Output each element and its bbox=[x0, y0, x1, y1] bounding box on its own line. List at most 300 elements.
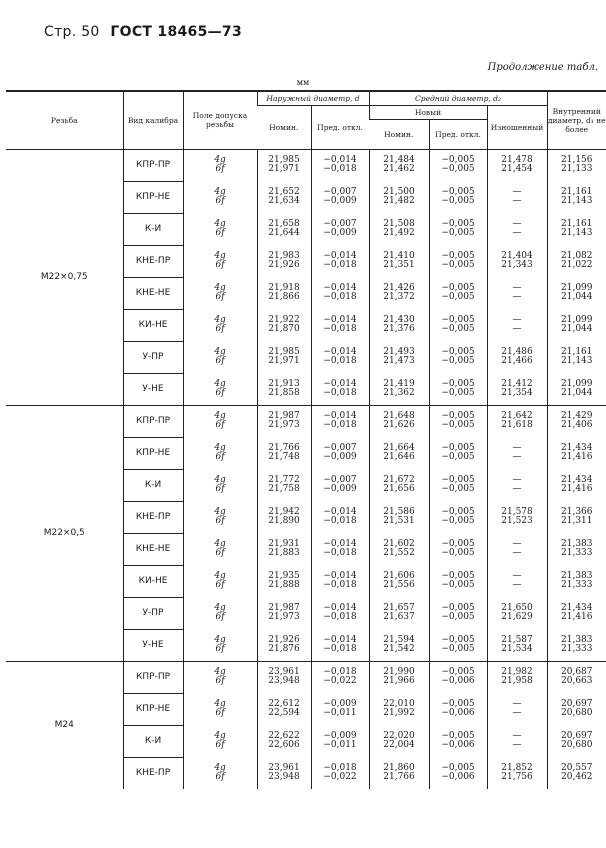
cell-line: 4g bbox=[214, 603, 226, 613]
middle-dev-cell bbox=[429, 405, 487, 437]
cell-line: 21,429 bbox=[561, 411, 593, 422]
cell-line: 6f bbox=[215, 612, 225, 622]
cell-line: −0,005 bbox=[441, 292, 475, 302]
col-thread: Резьба bbox=[6, 91, 123, 149]
cell-line: 21,876 bbox=[268, 643, 300, 654]
cell-line: 6f bbox=[215, 452, 225, 462]
tolerance-cell bbox=[183, 277, 257, 309]
cell-line: 6f bbox=[215, 260, 225, 270]
cell-line: −0,018 bbox=[323, 580, 357, 590]
cell-line: 21,985 bbox=[268, 347, 300, 357]
outer-dev-cell bbox=[311, 469, 369, 501]
worn-cell bbox=[487, 245, 547, 277]
cell-line: 6f bbox=[215, 164, 225, 175]
tolerance-cell bbox=[183, 693, 257, 725]
middle-nominal-cell bbox=[369, 469, 429, 501]
cell-line: 6f bbox=[215, 708, 225, 718]
outer-nominal-cell bbox=[257, 373, 311, 405]
cell-line: 21,672 bbox=[383, 475, 415, 485]
worn-cell bbox=[487, 213, 547, 245]
outer-nominal-cell bbox=[257, 757, 311, 789]
cell-line: 20,687 bbox=[561, 667, 593, 678]
cell-line: 21,376 bbox=[383, 324, 415, 334]
tolerance-cell bbox=[183, 469, 257, 501]
tolerance-cell bbox=[183, 501, 257, 533]
gauge-type-cell: КИ-НЕ bbox=[123, 565, 183, 597]
cell-line: −0,018 bbox=[323, 548, 357, 558]
cell-line: 6f bbox=[215, 740, 225, 750]
cell-line: 21,922 bbox=[268, 315, 300, 325]
cell-line: 21,766 bbox=[383, 771, 415, 782]
tolerance-cell bbox=[183, 757, 257, 789]
cell-line: 21,983 bbox=[268, 251, 300, 261]
cell-line: — bbox=[512, 452, 522, 462]
cell-line: 21,082 bbox=[561, 251, 593, 261]
table-body bbox=[6, 149, 606, 789]
worn-cell bbox=[487, 181, 547, 213]
cell-line: 21,985 bbox=[268, 155, 300, 166]
cell-line: 21,664 bbox=[383, 443, 415, 453]
thread-cell: М24 bbox=[6, 661, 123, 789]
cell-line: 21,416 bbox=[561, 484, 593, 494]
cell-line: 21,351 bbox=[383, 260, 415, 270]
cell-line: −0,014 bbox=[323, 634, 357, 645]
cell-line: 21,652 bbox=[268, 187, 300, 197]
cell-line: −0,006 bbox=[441, 676, 475, 687]
cell-line: 21,311 bbox=[561, 516, 593, 526]
cell-line: 6f bbox=[215, 643, 225, 654]
cell-line: −0,005 bbox=[441, 643, 475, 654]
cell-line: 21,022 bbox=[561, 260, 593, 270]
inner-diameter-cell bbox=[547, 597, 606, 629]
middle-dev-cell bbox=[429, 469, 487, 501]
outer-nominal-cell bbox=[257, 597, 311, 629]
cell-line: 20,462 bbox=[561, 771, 593, 782]
cell-line: −0,014 bbox=[323, 603, 357, 613]
outer-nominal-cell bbox=[257, 213, 311, 245]
cell-line: 21,634 bbox=[268, 196, 300, 206]
cell-line: 21,426 bbox=[383, 283, 415, 293]
outer-nominal-cell bbox=[257, 405, 311, 437]
outer-nominal-cell bbox=[257, 629, 311, 661]
cell-line: 21,756 bbox=[501, 771, 533, 782]
cell-line: −0,014 bbox=[323, 315, 357, 325]
cell-line: −0,018 bbox=[323, 612, 357, 622]
gauge-type-cell: У-ПР bbox=[123, 341, 183, 373]
cell-line: −0,009 bbox=[323, 484, 357, 494]
cell-line: −0,006 bbox=[441, 740, 475, 750]
cell-line: 21,650 bbox=[501, 603, 533, 613]
outer-dev-cell bbox=[311, 501, 369, 533]
inner-diameter-cell bbox=[547, 437, 606, 469]
cell-line: 21,594 bbox=[383, 634, 415, 645]
cell-line: −0,007 bbox=[323, 187, 357, 197]
cell-line: 4g bbox=[214, 315, 226, 325]
middle-dev-cell bbox=[429, 373, 487, 405]
cell-line: 21,404 bbox=[501, 251, 533, 261]
cell-line: 21,926 bbox=[268, 260, 300, 270]
outer-nominal-cell bbox=[257, 341, 311, 373]
cell-line: 22,606 bbox=[268, 740, 300, 750]
outer-nominal-cell bbox=[257, 565, 311, 597]
col-inner-diameter: Внутренний диаметр, d₁ не более bbox=[547, 91, 606, 149]
thread-cell: М22×0,75 bbox=[6, 149, 123, 405]
middle-dev-cell bbox=[429, 757, 487, 789]
cell-line: 21,656 bbox=[383, 484, 415, 494]
cell-line: −0,007 bbox=[323, 219, 357, 229]
cell-line: −0,005 bbox=[441, 580, 475, 590]
cell-line: 22,622 bbox=[268, 731, 300, 741]
cell-line: 21,883 bbox=[268, 548, 300, 558]
cell-line: 22,594 bbox=[268, 708, 300, 718]
cell-line: 21,434 bbox=[561, 443, 593, 453]
cell-line: 4g bbox=[214, 762, 226, 773]
cell-line: −0,009 bbox=[323, 196, 357, 206]
cell-line: 23,948 bbox=[268, 676, 300, 687]
cell-line: 22,010 bbox=[383, 699, 415, 709]
tolerance-cell bbox=[183, 149, 257, 181]
outer-nominal-cell bbox=[257, 277, 311, 309]
cell-line: 6f bbox=[215, 387, 225, 398]
cell-line: −0,005 bbox=[441, 634, 475, 645]
outer-dev-cell bbox=[311, 725, 369, 757]
middle-dev-cell bbox=[429, 501, 487, 533]
gauge-type-cell: КПР-ПР bbox=[123, 149, 183, 181]
cell-line: 21,987 bbox=[268, 411, 300, 422]
inner-diameter-cell bbox=[547, 213, 606, 245]
cell-line: −0,005 bbox=[441, 251, 475, 261]
cell-line: 21,044 bbox=[561, 292, 593, 302]
worn-cell bbox=[487, 437, 547, 469]
cell-line: 6f bbox=[215, 292, 225, 302]
middle-nominal-cell bbox=[369, 213, 429, 245]
cell-line: 21,143 bbox=[561, 228, 593, 238]
inner-diameter-cell bbox=[547, 469, 606, 501]
gauge-type-cell: КПР-ПР bbox=[123, 661, 183, 693]
cell-line: −0,014 bbox=[323, 507, 357, 517]
cell-line: −0,005 bbox=[441, 484, 475, 494]
cell-line: −0,018 bbox=[323, 292, 357, 302]
cell-line: 21,333 bbox=[561, 548, 593, 558]
worn-cell bbox=[487, 277, 547, 309]
cell-line: 21,523 bbox=[501, 516, 533, 526]
cell-line: 21,044 bbox=[561, 387, 593, 398]
middle-nominal-cell bbox=[369, 405, 429, 437]
continuation-label: Продолжение табл. bbox=[487, 62, 598, 73]
outer-dev-cell bbox=[311, 373, 369, 405]
col-outer-dev: Пред. откл. bbox=[311, 105, 369, 149]
cell-line: — bbox=[512, 548, 522, 558]
cell-line: −0,009 bbox=[323, 731, 357, 741]
cell-line: 21,143 bbox=[561, 196, 593, 206]
cell-line: 4g bbox=[214, 539, 226, 549]
gauge-type-cell: КПР-НЕ bbox=[123, 437, 183, 469]
cell-line: 21,044 bbox=[561, 324, 593, 334]
middle-dev-cell bbox=[429, 597, 487, 629]
cell-line: −0,005 bbox=[441, 443, 475, 453]
cell-line: 4g bbox=[214, 251, 226, 261]
cell-line: 6f bbox=[215, 771, 225, 782]
cell-line: −0,011 bbox=[323, 740, 357, 750]
cell-line: — bbox=[512, 475, 522, 485]
cell-line: 21,372 bbox=[383, 292, 415, 302]
cell-line: −0,005 bbox=[441, 411, 475, 422]
cell-line: −0,005 bbox=[441, 260, 475, 270]
cell-line: 21,099 bbox=[561, 315, 593, 325]
cell-line: 21,354 bbox=[501, 387, 533, 398]
gauge-type-cell: КПР-НЕ bbox=[123, 181, 183, 213]
cell-line: — bbox=[512, 283, 522, 293]
cell-line: −0,005 bbox=[441, 516, 475, 526]
outer-nominal-cell bbox=[257, 469, 311, 501]
cell-line: 4g bbox=[214, 347, 226, 357]
inner-diameter-cell bbox=[547, 405, 606, 437]
cell-line: −0,018 bbox=[323, 387, 357, 398]
cell-line: −0,005 bbox=[441, 731, 475, 741]
cell-line: −0,007 bbox=[323, 475, 357, 485]
tolerance-cell bbox=[183, 373, 257, 405]
cell-line: 4g bbox=[214, 571, 226, 581]
col-outer-diameter: Наружный диаметр, d bbox=[257, 91, 369, 105]
cell-line: — bbox=[512, 196, 522, 206]
cell-line: 21,657 bbox=[383, 603, 415, 613]
cell-line: 21,642 bbox=[501, 411, 533, 422]
middle-nominal-cell bbox=[369, 597, 429, 629]
cell-line: −0,018 bbox=[323, 260, 357, 270]
cell-line: −0,005 bbox=[441, 219, 475, 229]
cell-line: — bbox=[512, 539, 522, 549]
col-outer-nominal: Номин. bbox=[257, 105, 311, 149]
cell-line: 21,644 bbox=[268, 228, 300, 238]
cell-line: 21,990 bbox=[383, 667, 415, 678]
middle-dev-cell bbox=[429, 725, 487, 757]
outer-nominal-cell bbox=[257, 245, 311, 277]
cell-line: 21,971 bbox=[268, 356, 300, 366]
cell-line: 4g bbox=[214, 634, 226, 645]
table-row bbox=[6, 661, 606, 693]
cell-line: 21,766 bbox=[268, 443, 300, 453]
cell-line: −0,022 bbox=[323, 771, 357, 782]
outer-nominal-cell bbox=[257, 149, 311, 181]
cell-line: 21,430 bbox=[383, 315, 415, 325]
middle-nominal-cell bbox=[369, 181, 429, 213]
middle-nominal-cell bbox=[369, 725, 429, 757]
cell-line: −0,018 bbox=[323, 420, 357, 431]
standard-number: ГОСТ 18465—73 bbox=[110, 24, 243, 40]
cell-line: 21,542 bbox=[383, 643, 415, 654]
tolerance-cell bbox=[183, 341, 257, 373]
cell-line: 20,680 bbox=[561, 740, 593, 750]
outer-dev-cell bbox=[311, 405, 369, 437]
gauge-type-cell: К-И bbox=[123, 213, 183, 245]
middle-nominal-cell bbox=[369, 437, 429, 469]
inner-diameter-cell bbox=[547, 661, 606, 693]
cell-line: 21,161 bbox=[561, 187, 593, 197]
middle-nominal-cell bbox=[369, 565, 429, 597]
cell-line: 4g bbox=[214, 283, 226, 293]
cell-line: 21,958 bbox=[501, 676, 533, 687]
cell-line: 6f bbox=[215, 676, 225, 687]
cell-line: 21,383 bbox=[561, 539, 593, 549]
outer-dev-cell bbox=[311, 341, 369, 373]
cell-line: 21,626 bbox=[383, 420, 415, 431]
worn-cell bbox=[487, 501, 547, 533]
cell-line: −0,018 bbox=[323, 356, 357, 366]
cell-line: −0,011 bbox=[323, 708, 357, 718]
tolerance-cell bbox=[183, 309, 257, 341]
worn-cell bbox=[487, 597, 547, 629]
table-row bbox=[6, 405, 606, 437]
worn-cell bbox=[487, 373, 547, 405]
inner-diameter-cell bbox=[547, 565, 606, 597]
cell-line: −0,018 bbox=[323, 324, 357, 334]
worn-cell bbox=[487, 341, 547, 373]
cell-line: 6f bbox=[215, 228, 225, 238]
cell-line: −0,005 bbox=[441, 699, 475, 709]
cell-line: — bbox=[512, 187, 522, 197]
outer-dev-cell bbox=[311, 181, 369, 213]
cell-line: 21,918 bbox=[268, 283, 300, 293]
cell-line: −0,005 bbox=[441, 667, 475, 678]
cell-line: 21,473 bbox=[383, 356, 415, 366]
page-number: Стр. 50 bbox=[44, 24, 100, 40]
cell-line: 21,578 bbox=[501, 507, 533, 517]
cell-line: 21,486 bbox=[501, 347, 533, 357]
cell-line: 21,971 bbox=[268, 164, 300, 175]
cell-line: 22,020 bbox=[383, 731, 415, 741]
cell-line: 21,099 bbox=[561, 283, 593, 293]
tolerance-cell bbox=[183, 597, 257, 629]
cell-line: −0,005 bbox=[441, 196, 475, 206]
cell-line: 21,161 bbox=[561, 219, 593, 229]
cell-line: 21,419 bbox=[383, 378, 415, 389]
cell-line: 6f bbox=[215, 356, 225, 366]
cell-line: 21,416 bbox=[561, 612, 593, 622]
cell-line: 21,637 bbox=[383, 612, 415, 622]
cell-line: −0,005 bbox=[441, 452, 475, 462]
middle-dev-cell bbox=[429, 629, 487, 661]
cell-line: 21,406 bbox=[561, 420, 593, 431]
col-new: Новый bbox=[369, 105, 487, 119]
outer-nominal-cell bbox=[257, 309, 311, 341]
inner-diameter-cell bbox=[547, 501, 606, 533]
worn-cell bbox=[487, 533, 547, 565]
outer-dev-cell bbox=[311, 565, 369, 597]
middle-nominal-cell bbox=[369, 373, 429, 405]
cell-line: 21,556 bbox=[383, 580, 415, 590]
outer-dev-cell bbox=[311, 629, 369, 661]
cell-line: 4g bbox=[214, 155, 226, 166]
cell-line: −0,014 bbox=[323, 571, 357, 581]
outer-nominal-cell bbox=[257, 693, 311, 725]
inner-diameter-cell bbox=[547, 341, 606, 373]
cell-line: 21,500 bbox=[383, 187, 415, 197]
cell-line: 21,992 bbox=[383, 708, 415, 718]
middle-nominal-cell bbox=[369, 693, 429, 725]
middle-nominal-cell bbox=[369, 661, 429, 693]
cell-line: −0,014 bbox=[323, 251, 357, 261]
cell-line: 21,492 bbox=[383, 228, 415, 238]
cell-line: 21,383 bbox=[561, 634, 593, 645]
cell-line: 21,156 bbox=[561, 155, 593, 166]
cell-line: — bbox=[512, 571, 522, 581]
cell-line: −0,005 bbox=[441, 420, 475, 431]
cell-line: −0,005 bbox=[441, 228, 475, 238]
cell-line: 4g bbox=[214, 731, 226, 741]
cell-line: 21,913 bbox=[268, 378, 300, 389]
outer-nominal-cell bbox=[257, 501, 311, 533]
middle-nominal-cell bbox=[369, 501, 429, 533]
cell-line: 21,772 bbox=[268, 475, 300, 485]
cell-line: 6f bbox=[215, 196, 225, 206]
cell-line: 21,531 bbox=[383, 516, 415, 526]
cell-line: 21,482 bbox=[383, 196, 415, 206]
cell-line: 21,973 bbox=[268, 420, 300, 431]
outer-nominal-cell bbox=[257, 533, 311, 565]
cell-line: 21,866 bbox=[268, 292, 300, 302]
gauge-type-cell: КНЕ-НЕ bbox=[123, 533, 183, 565]
cell-line: −0,005 bbox=[441, 378, 475, 389]
inner-diameter-cell bbox=[547, 245, 606, 277]
cell-line: 21,852 bbox=[501, 762, 533, 773]
worn-cell bbox=[487, 469, 547, 501]
cell-line: −0,018 bbox=[323, 643, 357, 654]
cell-line: — bbox=[512, 484, 522, 494]
tolerance-cell bbox=[183, 565, 257, 597]
cell-line: 21,942 bbox=[268, 507, 300, 517]
col-middle-dev: Пред. откл. bbox=[429, 119, 487, 149]
cell-line: — bbox=[512, 731, 522, 741]
cell-line: 4g bbox=[214, 667, 226, 678]
cell-line: 21,508 bbox=[383, 219, 415, 229]
gauge-type-cell: У-НЕ bbox=[123, 629, 183, 661]
cell-line: 21,587 bbox=[501, 634, 533, 645]
cell-line: −0,009 bbox=[323, 699, 357, 709]
cell-line: −0,005 bbox=[441, 539, 475, 549]
cell-line: −0,014 bbox=[323, 378, 357, 389]
cell-line: 21,987 bbox=[268, 603, 300, 613]
cell-line: 21,860 bbox=[383, 762, 415, 773]
cell-line: 21,966 bbox=[383, 676, 415, 687]
cell-line: −0,018 bbox=[323, 164, 357, 175]
gauge-type-cell: К-И bbox=[123, 725, 183, 757]
cell-line: 21,890 bbox=[268, 516, 300, 526]
cell-line: −0,009 bbox=[323, 452, 357, 462]
cell-line: 21,434 bbox=[561, 475, 593, 485]
cell-line: 4g bbox=[214, 411, 226, 422]
inner-diameter-cell bbox=[547, 725, 606, 757]
worn-cell bbox=[487, 149, 547, 181]
outer-nominal-cell bbox=[257, 661, 311, 693]
gauge-type-cell: У-ПР bbox=[123, 597, 183, 629]
outer-dev-cell bbox=[311, 149, 369, 181]
cell-line: 6f bbox=[215, 516, 225, 526]
cell-line: 21,618 bbox=[501, 420, 533, 431]
cell-line: — bbox=[512, 315, 522, 325]
middle-dev-cell bbox=[429, 437, 487, 469]
cell-line: 4g bbox=[214, 443, 226, 453]
outer-nominal-cell bbox=[257, 437, 311, 469]
cell-line: 21,434 bbox=[561, 603, 593, 613]
cell-line: 20,680 bbox=[561, 708, 593, 718]
cell-line: −0,005 bbox=[441, 548, 475, 558]
cell-line: 21,648 bbox=[383, 411, 415, 422]
cell-line: 22,612 bbox=[268, 699, 300, 709]
cell-line: 21,586 bbox=[383, 507, 415, 517]
outer-dev-cell bbox=[311, 693, 369, 725]
cell-line: 21,099 bbox=[561, 378, 593, 389]
tolerance-cell bbox=[183, 213, 257, 245]
